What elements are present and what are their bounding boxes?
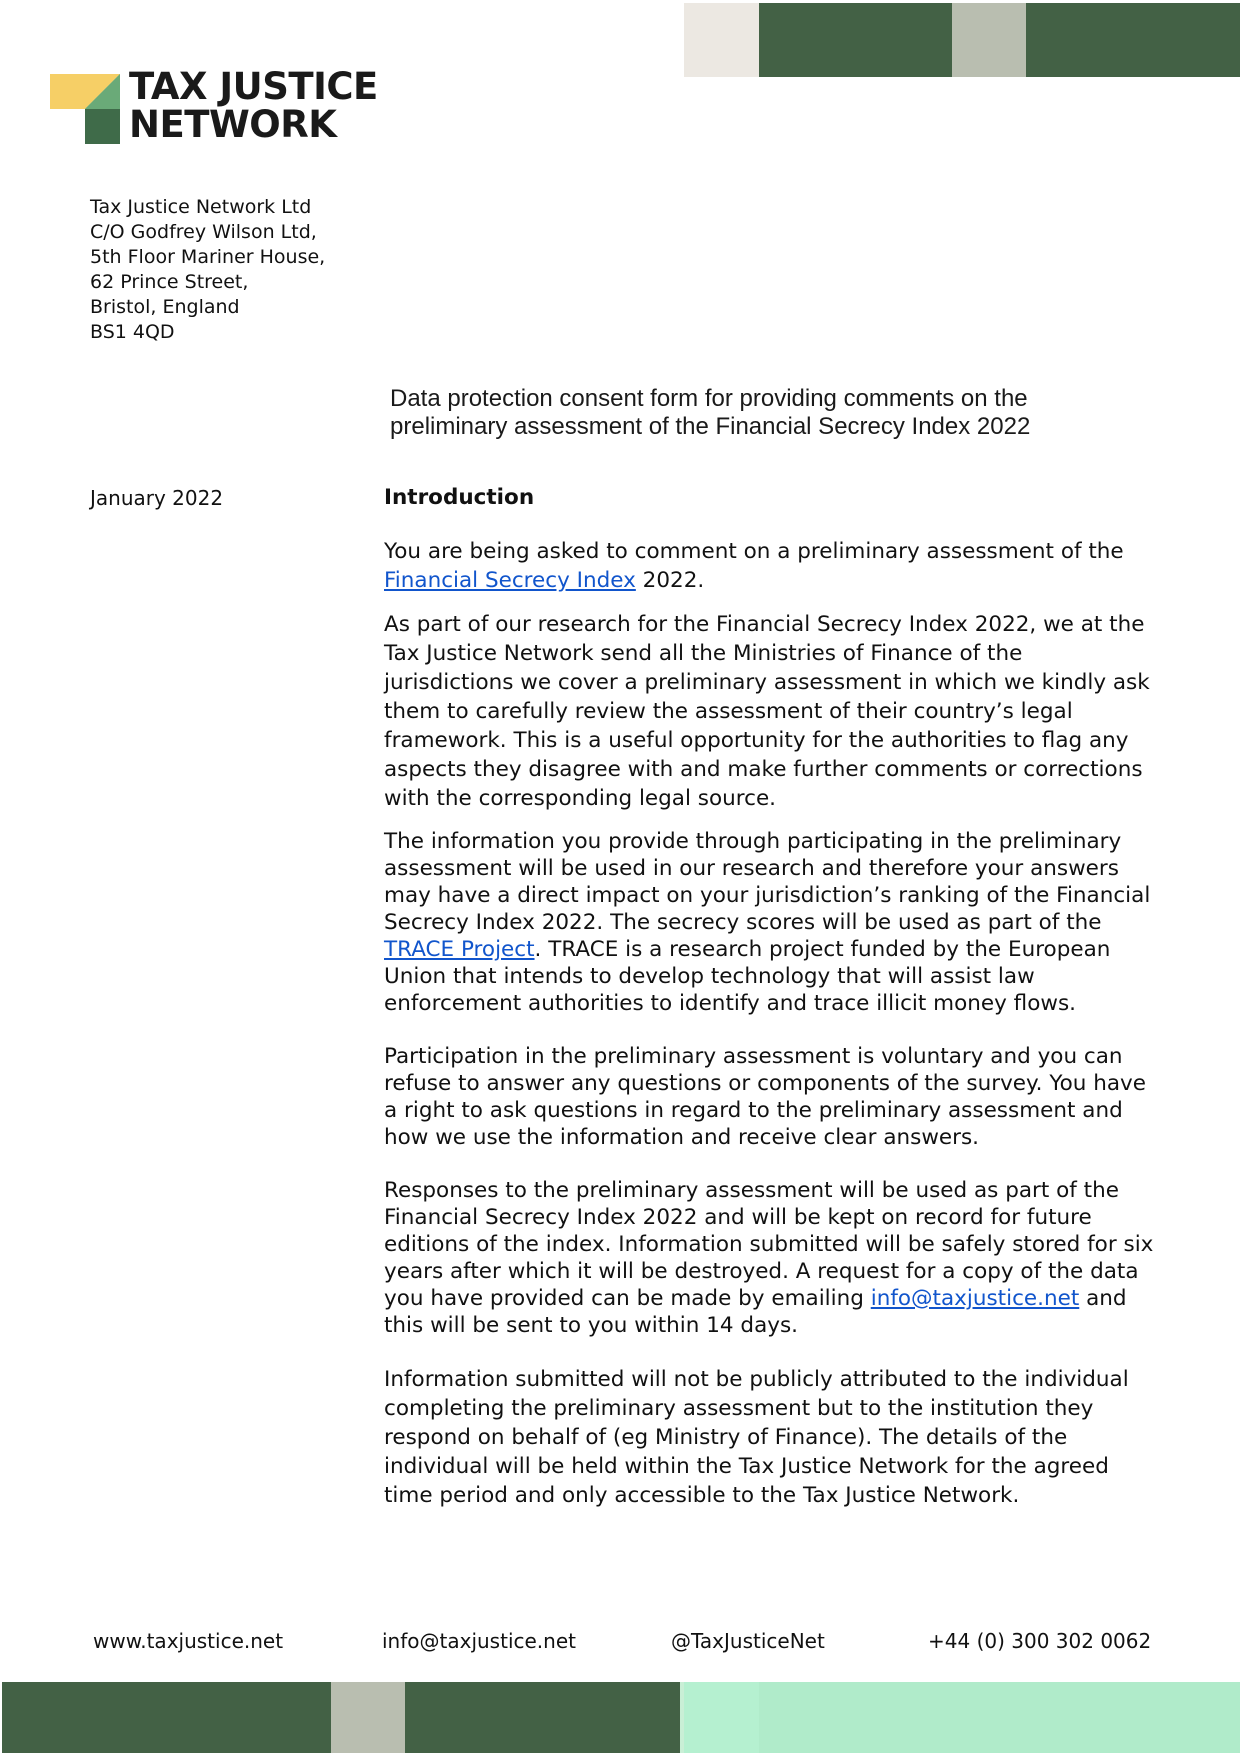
paragraph-text: 2022. xyxy=(635,568,705,593)
sender-address xyxy=(90,195,390,345)
logo-wordmark xyxy=(129,65,389,146)
paragraph xyxy=(384,828,1154,1017)
address-line: 62 Prince Street, xyxy=(90,271,249,293)
financial-secrecy-index-link[interactable]: Financial Secrecy Index xyxy=(384,568,636,593)
section-heading: Introduction xyxy=(384,485,535,510)
footer-twitter: @TaxJusticeNet xyxy=(671,1629,825,1653)
paragraph-text: Responses to the preliminary assessment will be used as part of the Financial Secrecy Index 2022 and will be kept on record for future editions of the index. Information submitted will be safely stored for six years after which it will be destroyed. A request for a copy of the data you have provided can be made by emailing xyxy=(384,1178,1154,1311)
footer-color-block xyxy=(405,1682,680,1753)
document-date: January 2022 xyxy=(90,486,224,510)
footer-color-block xyxy=(2,1682,331,1753)
address-line: 5th Floor Mariner House, xyxy=(90,246,326,268)
title-line: Data protection consent form for providing comments on the xyxy=(390,385,1028,412)
document-body xyxy=(384,485,1154,1525)
address-line: BS1 4QD xyxy=(90,321,175,343)
address-line: C/O Godfrey Wilson Ltd, xyxy=(90,221,317,243)
paragraph-text: The information you provide through participating in the preliminary assessment will be used in our research and therefore your answers may have a direct impact on your jurisdiction’s ranking of the Financial Secrecy Index 2022. The secrecy scores will be used as part of the xyxy=(384,829,1151,935)
email-link[interactable]: info@taxjustice.net xyxy=(870,1286,1080,1311)
header-color-block xyxy=(952,3,1026,77)
address-line: Tax Justice Network Ltd xyxy=(90,196,312,218)
paragraph-text: You are being asked to comment on a preliminary assessment of the xyxy=(384,539,1124,564)
paragraph: Participation in the preliminary assessment is voluntary and you can refuse to answer any questions or components of the survey. You have a right to ask questions in regard to the preliminary assessment and how we use the information and receive clear answers. xyxy=(384,1044,1147,1150)
paragraph: Information submitted will not be publicly attributed to the individual completing the preliminary assessment but to the institution they respond on behalf of (eg Ministry of Finance). The details of the individual will be held within the Tax Justice Network for the agreed time period and only accessible to the Tax Justice Network. xyxy=(384,1367,1129,1508)
header-color-block xyxy=(1026,3,1240,77)
trace-project-link[interactable]: TRACE Project xyxy=(384,937,535,962)
footer-website: www.taxjustice.net xyxy=(93,1629,284,1653)
footer-color-block xyxy=(684,1682,759,1753)
header-color-block xyxy=(684,3,759,77)
footer-email: info@taxjustice.net xyxy=(382,1629,576,1653)
footer-color-block xyxy=(331,1682,405,1753)
footer-color-block xyxy=(759,1682,1240,1753)
paragraph-text: . TRACE is a research project funded by the European Union that intends to develop technology that will assist law enforcement authorities to identify and trace illicit money flows. xyxy=(384,937,1111,1016)
paragraph-text: and this will be sent to you within 14 days. xyxy=(384,1286,1127,1338)
footer-phone: +44 (0) 300 302 0062 xyxy=(928,1629,1152,1653)
logo-line: TAX JUSTICE xyxy=(129,65,378,108)
address-line: Bristol, England xyxy=(90,296,240,318)
logo-line: NETWORK xyxy=(129,103,337,146)
title-line: preliminary assessment of the Financial Secrecy Index 2022 xyxy=(390,413,1031,440)
paragraph: As part of our research for the Financial Secrecy Index 2022, we at the Tax Justice Network send all the Ministries of Finance of the jurisdictions we cover a preliminary assessment in which we kindly ask them to carefully review the assessment of their country’s legal framework. This is a useful opportunity for the authorities to flag any aspects they disagree with and make further comments or corrections with the corresponding legal source. xyxy=(384,612,1150,811)
paragraph xyxy=(384,1177,1154,1339)
header-color-block xyxy=(759,3,952,77)
paragraph xyxy=(384,537,1154,595)
tax-justice-network-logo-icon xyxy=(50,74,120,144)
document-title xyxy=(390,385,1210,441)
